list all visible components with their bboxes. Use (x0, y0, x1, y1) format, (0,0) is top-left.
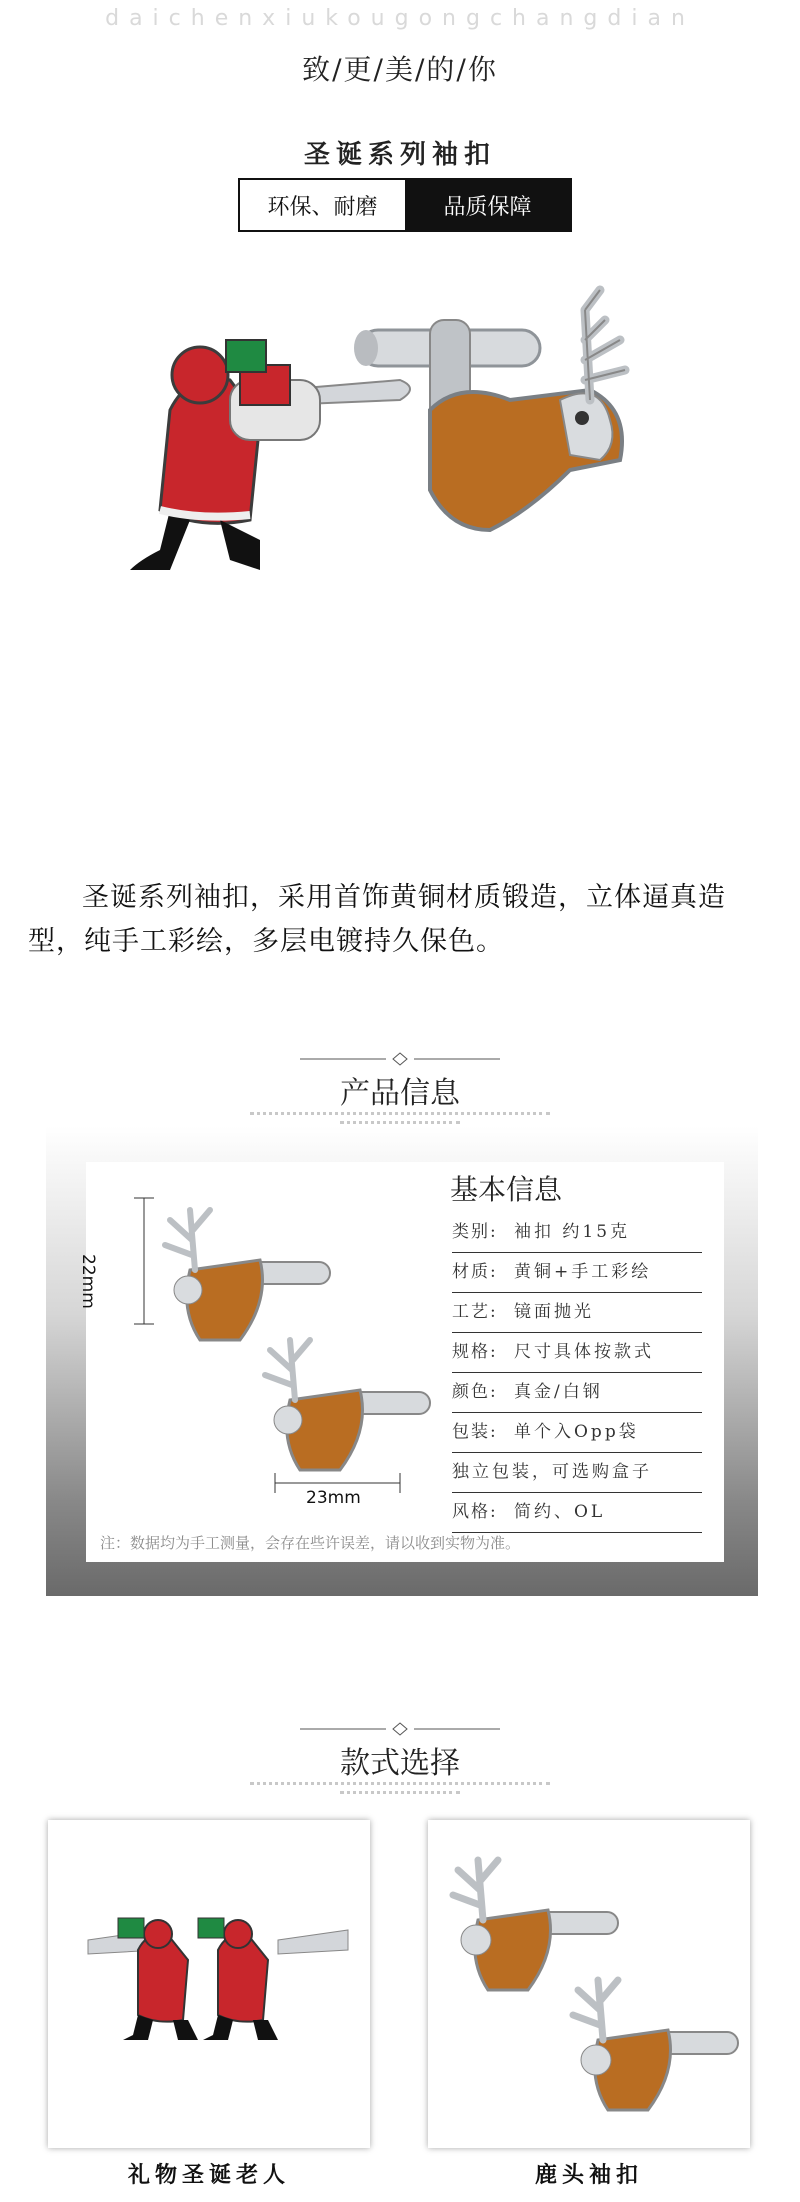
santa-cufflink (130, 340, 410, 570)
spec-value: 单个入Opp袋 (514, 1422, 639, 1442)
spec-value: 镜面抛光 (514, 1302, 594, 1322)
product-dimension-image (110, 1190, 440, 1510)
reindeer-cufflink (354, 290, 625, 530)
reindeer-pair-image (428, 1820, 750, 2148)
spec-row (452, 1212, 702, 1253)
badge-eco: 环保、耐磨 (240, 180, 405, 230)
brand-pinyin-watermark: daichenxiukougongchangdian (105, 6, 695, 31)
spec-key: 类别: (452, 1222, 498, 1242)
style-option-reindeer-label[interactable]: 鹿头袖扣 (534, 2162, 643, 2188)
basic-info-heading: 基本信息 (450, 1173, 563, 1206)
spec-value: 尺寸具体按款式 (514, 1342, 654, 1362)
badge-quality: 品质保障 (405, 180, 570, 230)
spec-key: 规格: (452, 1342, 498, 1362)
spec-key: 工艺: (452, 1302, 498, 1322)
spec-value: 简约、OL (514, 1502, 606, 1522)
feature-badges (238, 178, 572, 232)
section-subtext-decoration (0, 1782, 800, 1798)
dimension-width-label: 23mm (306, 1488, 361, 1508)
style-option-reindeer[interactable] (428, 1820, 750, 2148)
spec-row (452, 1452, 702, 1493)
santa-pair-image (48, 1820, 370, 2148)
hero-product-image (130, 270, 730, 770)
spec-value: 真金/白钢 (514, 1382, 603, 1402)
spec-value: 袖扣 约15克 (514, 1222, 631, 1242)
section-title-style-choice: 款式选择 (340, 1746, 460, 1781)
spec-value: 独立包装，可选购盒子 (452, 1462, 652, 1482)
style-option-santa-label[interactable]: 礼物圣诞老人 (127, 2162, 290, 2188)
spec-key: 风格: (452, 1502, 498, 1522)
section-divider-ornament (300, 1722, 500, 1736)
section-title-product-info: 产品信息 (340, 1076, 460, 1111)
product-intro-text: 圣诞系列袖扣，采用首饰黄铜材质锻造，立体逼真造型，纯手工彩绘，多层电镀持久保色。 (28, 882, 726, 957)
dimension-height-label: 22mm (78, 1254, 98, 1309)
spec-key: 材质: (452, 1262, 498, 1282)
spec-value: 黄铜+手工彩绘 (514, 1262, 652, 1282)
spec-key: 颜色: (452, 1382, 498, 1402)
spec-key: 包装: (452, 1422, 498, 1442)
spec-row (452, 1372, 702, 1413)
slogan: 致/更/美/的/你 (302, 53, 498, 86)
style-option-santa[interactable] (48, 1820, 370, 2148)
series-title: 圣诞系列袖扣 (303, 140, 496, 170)
spec-row (452, 1492, 702, 1533)
spec-row (452, 1412, 702, 1453)
measurement-note: 注：数据均为手工测量，会存在些许误差，请以收到实物为准。 (100, 1534, 521, 1552)
spec-row (452, 1332, 702, 1373)
spec-row (452, 1252, 702, 1293)
section-divider-ornament (300, 1052, 500, 1066)
spec-row (452, 1292, 702, 1333)
